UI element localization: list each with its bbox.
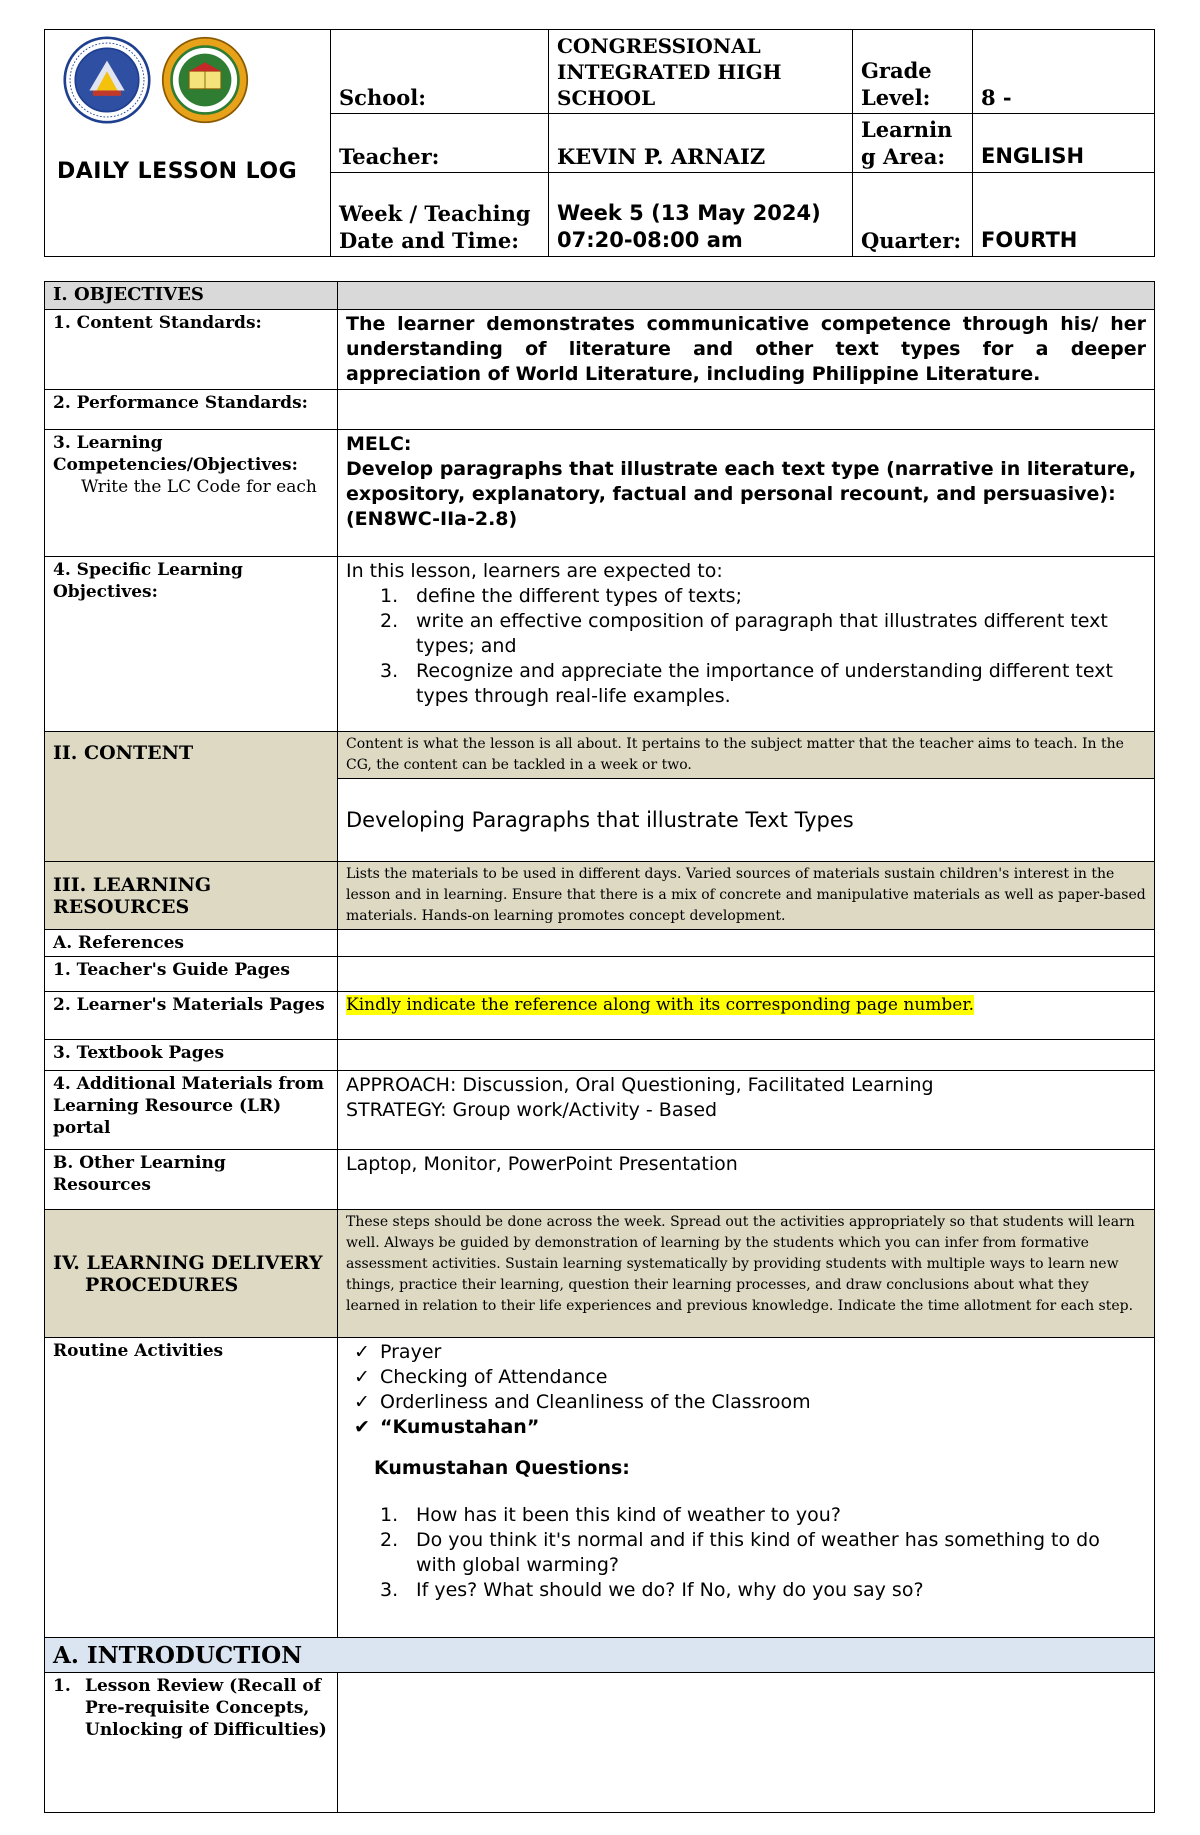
content-header: II. CONTENT [45,732,338,862]
melc-value: Develop paragraphs that illustrate each text type (narrative in literature, expository, explanatory, factual and personal recount, and persuasive): (EN8WC-IIa-2.8) [346,458,1137,530]
teacher-label: Teacher: [331,114,549,173]
content-value: Developing Paragraphs that illustrate Text Types [338,779,1155,862]
specific-objectives-list [380,584,1146,709]
melc-label: MELC: [346,433,412,455]
header-table [44,29,1155,257]
approach-line: APPROACH: Discussion, Oral Questioning, Facilitated Learning [346,1074,934,1096]
routine-label: Routine Activities [45,1338,338,1638]
check-icon: ✓ [354,1341,370,1363]
list-item: 2. write an effective composition of paragraph that illustrates different text types; and [380,610,1108,657]
procedures-header: IV. LEARNING DELIVERY PROCEDURES [45,1210,338,1338]
introduction-header: A. INTRODUCTION [45,1638,1155,1673]
specific-objectives-cell [338,557,1155,732]
area-value: ENGLISH [973,114,1155,173]
lesson-review-value [338,1673,1155,1813]
check-icon: ✔ [354,1416,370,1438]
specific-objectives-label: 4. Specific Learning Objectives: [45,557,338,732]
list-item: 1. How has it been this kind of weather to you? [380,1504,841,1526]
list-item: ✓ Checking of Attendance [354,1366,608,1388]
quarter-value: FOURTH [973,173,1155,257]
list-item: 3. If yes? What should we do? If No, why do you say so? [380,1579,924,1601]
kumustahan-title: Kumustahan Questions: [374,1457,630,1479]
grade-value: 8 - [973,30,1155,114]
learners-materials-label: 2. Learner's Materials Pages [45,992,338,1040]
performance-standards-label: 2. Performance Standards: [45,390,338,430]
additional-materials-cell [338,1071,1155,1150]
routine-cell [338,1338,1155,1638]
content-standards-value: The learner demonstrates communicative competence through his/ her understanding of literature and other text types for a deeper appreciation of World Literature, including Philippine Literature. [338,310,1155,390]
school-label: School: [331,30,549,114]
deped-seal-icon [63,36,151,124]
competencies-label: 3. Learning Competencies/Objectives: [53,433,298,475]
school-seal-icon [161,36,249,124]
list-item: ✓ Orderliness and Cleanliness of the Classroom [354,1391,811,1413]
grade-label: Grade Level: [853,30,973,114]
logo-title-cell [45,30,331,257]
logos [63,36,326,124]
learners-materials-cell [338,992,1155,1040]
references-value [338,930,1155,957]
area-label: Learnin g Area: [853,114,973,173]
strategy-line: STRATEGY: Group work/Activity - Based [346,1099,718,1121]
melc-cell [338,430,1155,557]
lesson-review-cell [45,1673,338,1813]
lesson-review-num: 1. [53,1676,71,1696]
objectives-header: I. OBJECTIVES [45,282,338,310]
list-item: ✓ Prayer [354,1341,442,1363]
competencies-note: Write the LC Code for each [81,477,317,497]
teachers-guide-value [338,957,1155,992]
additional-materials-label: 4. Additional Materials from Learning Resource (LR) portal [45,1071,338,1150]
check-icon: ✓ [354,1391,370,1413]
references-label: A. References [45,930,338,957]
other-resources-label: B. Other Learning Resources [45,1150,338,1210]
list-item: 1. define the different types of texts; [380,585,742,607]
page-title: DAILY LESSON LOG [57,159,298,184]
kumustahan-list [380,1503,1146,1603]
quarter-label: Quarter: [853,173,973,257]
week-label: Week / Teaching Date and Time: [331,173,549,257]
performance-standards-value [338,390,1155,430]
textbook-label: 3. Textbook Pages [45,1040,338,1071]
teachers-guide-label: 1. Teacher's Guide Pages [45,957,338,992]
school-value: CONGRESSIONAL INTEGRATED HIGH SCHOOL [549,30,853,114]
content-note: Content is what the lesson is all about. It pertains to the subject matter that the teacher aims to teach. In the CG, the content can be tackled in a week or two. [338,732,1155,779]
list-item: 3. Recognize and appreciate the importance of understanding different text types through real-life examples. [380,660,1113,707]
week-value: Week 5 (13 May 2024) 07:20-08:00 am [549,173,853,257]
lesson-table [44,281,1155,1813]
lesson-review-label: Lesson Review (Recall of Pre-requisite Concepts, Unlocking of Difficulties) [85,1676,327,1740]
other-resources-value: Laptop, Monitor, PowerPoint Presentation [338,1150,1155,1210]
list-item: ✔ “Kumustahan” [354,1416,540,1438]
objectives-header-blank [338,282,1155,310]
competencies-cell [45,430,338,557]
specific-objectives-intro: In this lesson, learners are expected to: [346,560,723,582]
textbook-value [338,1040,1155,1071]
teacher-value: KEVIN P. ARNAIZ [549,114,853,173]
check-icon: ✓ [354,1366,370,1388]
learners-materials-value: Kindly indicate the reference along with its corresponding page number. [346,995,974,1015]
list-item: 2. Do you think it's normal and if this kind of weather has something to do with global warming? [380,1529,1100,1576]
resources-header: III. LEARNING RESOURCES [45,862,338,930]
procedures-note: These steps should be done across the week. Spread out the activities appropriately so that students will learn well. Always be guided by demonstration of learning by the students which you can infer from formative assessment activities. Sustain learning systematically by providing students with multiple ways to learn new things, practice their learning, question their learning processes, and draw conclusions about what they learned in relation to their life experiences and previous knowledge. Indicate the time allotment for each step. [338,1210,1155,1338]
content-standards-label: 1. Content Standards: [45,310,338,390]
routine-list [354,1340,1146,1440]
resources-note: Lists the materials to be used in different days. Varied sources of materials sustain children's interest in the lesson and in learning. Ensure that there is a mix of concrete and manipulative materials as well as paper-based materials. Hands-on learning promotes concept development. [338,862,1155,930]
